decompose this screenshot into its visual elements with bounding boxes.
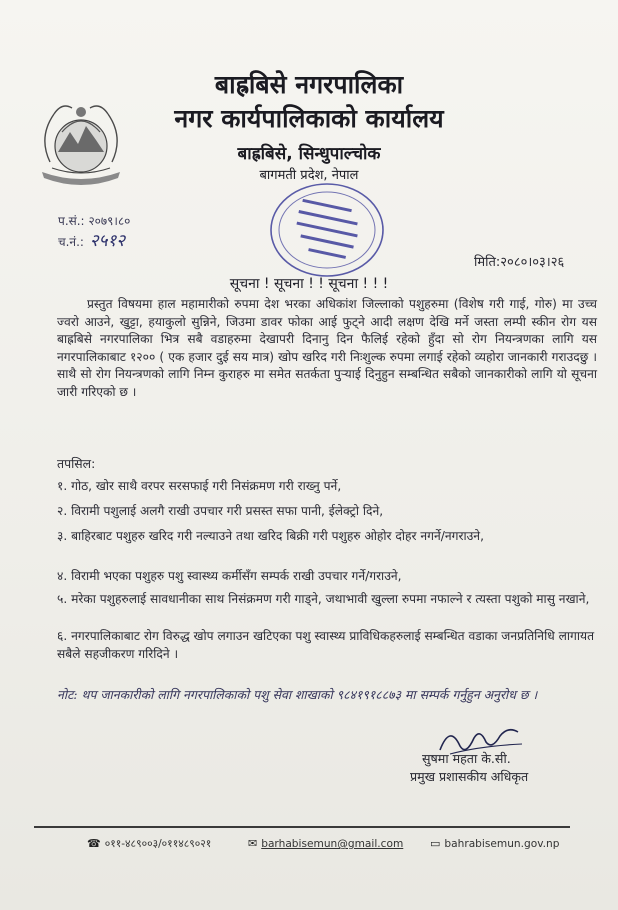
email-link[interactable]: barhabisemun@gmail.com <box>261 838 404 850</box>
dispatch-number <box>58 228 125 251</box>
ps-value: २०७९।८० <box>88 214 131 228</box>
list-item: ४. विरामी भएका पशुहरु पशु स्वास्थ्य कर्मीसँग सम्पर्क राखी उपचार गर्ने/गराउने, <box>57 569 402 583</box>
reference-number <box>58 212 130 229</box>
ps-label: प.सं.: <box>58 214 85 228</box>
cn-value: २५१२ <box>89 231 126 251</box>
details-label: तपसिल: <box>57 456 96 471</box>
footer-website <box>430 837 559 850</box>
signatory-name: सुषमा महता के.सी. <box>422 751 511 766</box>
letter-date: मिति:२०८०।०३।२६ <box>474 255 565 270</box>
municipality-name: बाह्रबिसे नगरपालिका <box>214 70 404 99</box>
body-paragraph: प्रस्तुत विषयमा हाल महामारीको रुपमा देश भरका अधिकांश जिल्लाको पशुहरुमा (विशेष गरी गाई, गोरु) मा उच्च ज्वरो आउने, खुट्टा, हयाकुलो सुन्निने, जिउमा डावर फोका आई फुट्ने आदी लक्षण देखि मर्ने जस्ता लम्पी स्कीन रोग यस बाह्रबिसे नगरपालिका भित्र सबै वडाहरुमा देखापरी दिनानु दिन फैलिई रहेको हुँदा सो रोग नियन्त्रणका लागि यस नगरपालिकाबाट १२०० ( एक हजार दुई सय मात्र) खोप खरिद गरी निःशुल्क रुपमा लगाई रहेको व्यहोरा जानकारी गराउदछु । साथै सो रोग नियन्त्रणको लागि निम्न कुराहरु मा समेत सतर्कता पुऱ्याई दिनुहुन सम्बन्धित सबैको जानकारीको लागि यो सूचना जारी गरिएको छ । <box>57 297 597 399</box>
list-item: २. विरामी पशुलाई अलगै राखी उपचार गरी प्रसस्त सफा पानी, ईलेक्ट्रो दिने, <box>57 504 384 518</box>
office-name: नगर कार्यपालिकाको कार्यालय <box>174 104 444 133</box>
footer-divider <box>34 826 570 828</box>
notice-title: सूचना ! सूचना ! ! सूचना ! ! ! <box>229 276 389 292</box>
cn-label: च.नं.: <box>58 235 84 249</box>
phone-number: ०११-४८९००३/०११४८९०२१ <box>104 838 212 850</box>
telephone-icon: ☎ <box>87 837 101 850</box>
footer-email <box>248 837 403 850</box>
list-item: ३. बाहिरबाट पशुहरु खरिद गरी नल्याउने तथा खरिद बिक्री गरी पशुहरु ओहोर दोहर नगर्ने/नगराउने, <box>57 529 484 543</box>
signatory-title: प्रमुख प्रशासकीय अधिकृत <box>410 769 529 784</box>
footer-phone <box>87 837 211 851</box>
website-link[interactable]: bahrabisemun.gov.np <box>444 838 560 850</box>
monitor-icon: ▭ <box>430 837 441 850</box>
list-item: ६. नगरपालिकाबाट रोग विरुद्ध खोप लगाउन खटिएका पशु स्वास्थ्य प्राविधिकहरुलाई सम्बन्धित वडाका जनप्रतिनिधि लागायत सबैले सहजीकरण गरिदिने । <box>57 629 595 661</box>
contact-note: नोट: थप जानकारीको लागि नगरपालिकाको पशु सेवा शाखाको ९८४१९१८८७३ मा सम्पर्क गर्नुहुन अनुरोध छ । <box>57 687 538 702</box>
province-line: बागमती प्रदेश, नेपाल <box>259 168 359 183</box>
list-item: ५. मरेका पशुहरुलाई सावधानीका साथ निसंक्रमण गरी गाड्ने, जथाभावी खुल्ला रुपमा नफाल्ने र त्यस्ता पशुको मासु नखाने, <box>57 592 590 606</box>
list-item: १. गोठ, खोर साथै वरपर सरसफाई गरी निसंक्रमण गरी राख्नु पर्ने, <box>57 479 342 493</box>
office-location: बाह्रबिसे, सिन्धुपाल्चोक <box>237 144 381 164</box>
envelope-icon: ✉ <box>248 837 258 850</box>
office-stamp <box>262 178 392 282</box>
